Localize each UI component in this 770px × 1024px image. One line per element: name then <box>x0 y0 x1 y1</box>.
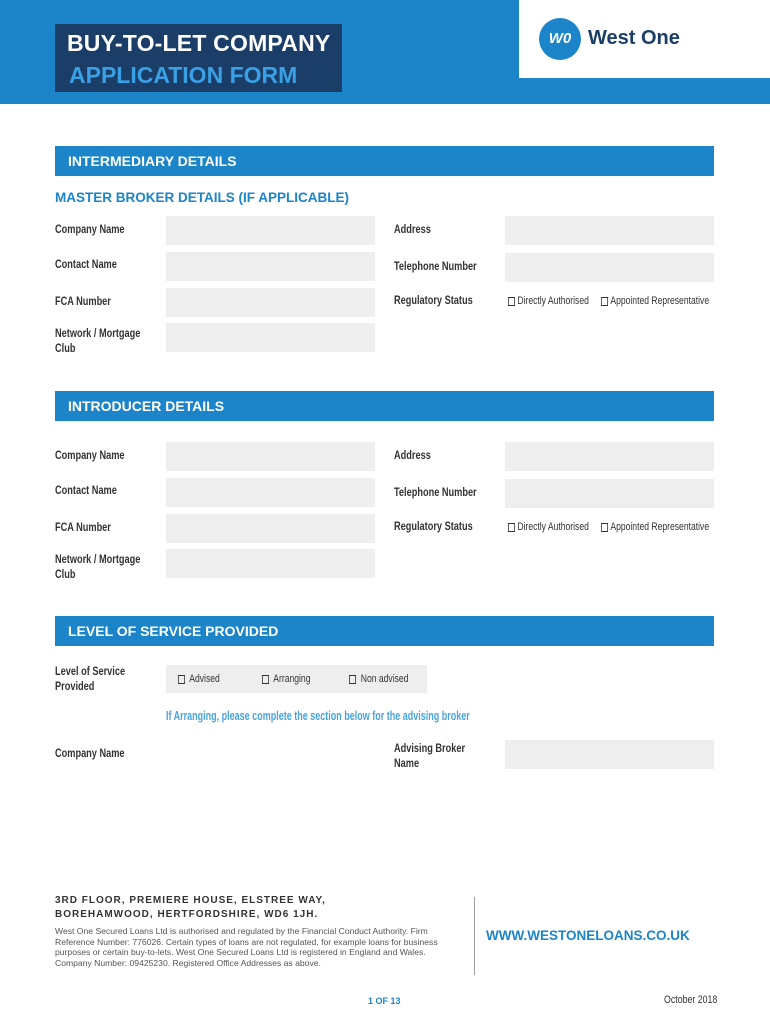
in-directly-authorised-checkbox[interactable]: Directly Authorised <box>508 521 589 533</box>
advising-broker-name-input[interactable] <box>505 740 714 769</box>
in-company-name-input[interactable] <box>166 442 375 471</box>
in-contact-name-input[interactable] <box>166 478 375 507</box>
mb-company-name-label: Company Name <box>55 224 125 236</box>
level-of-service-label: Level of Service Provided <box>55 666 126 693</box>
checkbox-icon <box>601 523 608 532</box>
mb-appointed-representative-checkbox[interactable]: Appointed Representative <box>601 295 709 307</box>
mb-telephone-label: Telephone Number <box>394 261 477 273</box>
checkbox-icon <box>601 297 608 306</box>
footer-date: October 2018 <box>664 994 718 1006</box>
section-level-of-service: LEVEL OF SERVICE PROVIDED <box>55 616 714 646</box>
checkbox-icon <box>508 523 515 532</box>
checkbox-icon <box>178 675 185 684</box>
master-broker-heading: MASTER BROKER DETAILS (IF APPLICABLE) <box>55 190 349 205</box>
mb-fca-number-label: FCA Number <box>55 296 111 308</box>
advising-company-name-label: Company Name <box>55 748 125 760</box>
in-network-input[interactable] <box>166 549 375 578</box>
arranging-checkbox[interactable]: Arranging <box>262 673 310 685</box>
footer-website-link[interactable]: WWW.WESTONELOANS.CO.UK <box>486 928 690 943</box>
mb-contact-name-label: Contact Name <box>55 259 117 271</box>
arranging-note: If Arranging, please complete the section below for the advising broker <box>166 709 470 723</box>
logo-text: West One <box>588 27 680 49</box>
checkbox-icon <box>508 297 515 306</box>
in-network-label: Network / Mortgage Club <box>55 554 141 581</box>
footer-address: 3RD FLOOR, PREMIERE HOUSE, ELSTREE WAY, BOREHAMWOOD, HERTFORDSHIRE, WD6 1JH. <box>55 895 326 920</box>
in-address-label: Address <box>394 450 431 462</box>
advised-checkbox[interactable]: Advised <box>178 673 220 685</box>
footer-divider <box>474 897 475 975</box>
subtitle-box <box>55 58 342 92</box>
page-number: 1 OF 13 <box>368 996 401 1006</box>
in-telephone-input[interactable] <box>505 479 714 508</box>
in-fca-number-label: FCA Number <box>55 522 111 534</box>
mb-network-label: Network / Mortgage Club <box>55 328 141 355</box>
mb-company-name-input[interactable] <box>166 216 375 245</box>
footer-legal-text: West One Secured Loans Ltd is authorised and regulated by the Financial Conduct Authority. Firm Reference Number: 776026. Certain types of loans are not regulated, for example loans for business purposes or certain buy-to-lets. West One Secured Loans Ltd is registered in England and Wales. Company Number: 09425230. Registered Office Addresses as above. <box>55 926 438 968</box>
in-telephone-label: Telephone Number <box>394 487 477 499</box>
in-appointed-representative-checkbox[interactable]: Appointed Representative <box>601 521 709 533</box>
advising-broker-name-label: Advising Broker Name <box>394 743 466 770</box>
non-advised-checkbox[interactable]: Non advised <box>349 673 408 685</box>
in-fca-number-input[interactable] <box>166 514 375 543</box>
checkbox-icon <box>262 675 269 684</box>
form-subtitle: APPLICATION FORM <box>69 62 298 88</box>
in-contact-name-label: Contact Name <box>55 485 117 497</box>
mb-fca-number-input[interactable] <box>166 288 375 317</box>
form-title: BUY-TO-LET COMPANY <box>67 30 331 56</box>
in-company-name-label: Company Name <box>55 450 125 462</box>
section-intermediary-details: INTERMEDIARY DETAILS <box>55 146 714 176</box>
mb-directly-authorised-checkbox[interactable]: Directly Authorised <box>508 295 589 307</box>
mb-address-input[interactable] <box>505 216 714 245</box>
section-introducer-details: INTRODUCER DETAILS <box>55 391 714 421</box>
mb-network-input[interactable] <box>166 323 375 352</box>
in-regulatory-status-label: Regulatory Status <box>394 521 473 533</box>
logo-mark-icon: W0 <box>539 18 581 60</box>
in-address-input[interactable] <box>505 442 714 471</box>
mb-address-label: Address <box>394 224 431 236</box>
title-box <box>55 24 342 62</box>
mb-contact-name-input[interactable] <box>166 252 375 281</box>
mb-telephone-input[interactable] <box>505 253 714 282</box>
mb-regulatory-status-label: Regulatory Status <box>394 295 473 307</box>
checkbox-icon <box>349 675 356 684</box>
